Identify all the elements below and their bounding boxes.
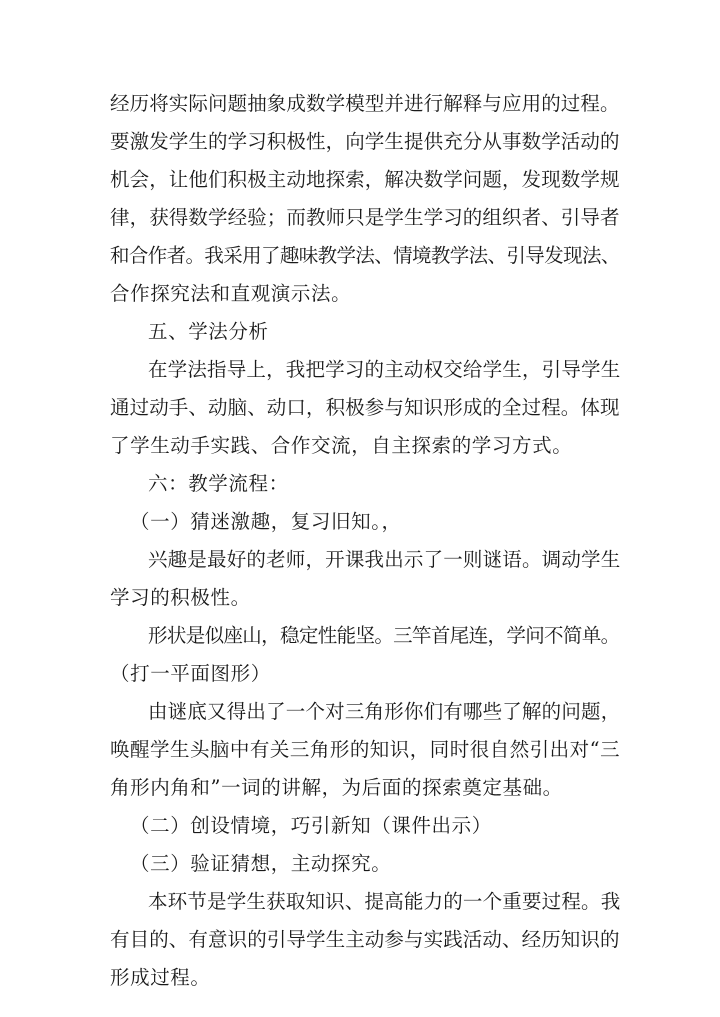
subsection-heading: （一）猜迷激趣，复习旧知。， bbox=[130, 510, 402, 533]
text-line: 形成过程。 bbox=[110, 966, 211, 989]
text-line: 了学生动手实践、合作交流，自主探索的学习方式。 bbox=[110, 434, 573, 457]
text-line: 唤醒学生头脑中有关三角形的知识，同时很自然引出对“三 bbox=[110, 738, 621, 761]
text-line: 在学法指导上，我把学习的主动权交给学生，引导学生 bbox=[148, 358, 621, 381]
text-line: 和合作者。我采用了趣味教学法、情境教学法、引导发现法、 bbox=[110, 244, 620, 267]
subsection-heading: （二）创设情境，巧引新知（课件出示） bbox=[130, 814, 492, 837]
text-line: 形状是似座山，稳定性能坚。三竿首尾连，学问不简单。 bbox=[148, 624, 620, 647]
text-line: 学习的积极性。 bbox=[110, 586, 251, 609]
text-line: 有目的、有意识的引导学生主动参与实践活动、经历知识的 bbox=[110, 928, 620, 951]
subsection-heading: （三）验证猜想，主动探究。 bbox=[130, 852, 392, 875]
text-line: 机会，让他们积极主动地探索，解决数学问题，发现数学规 bbox=[110, 168, 620, 191]
text-line: 本环节是学生获取知识、提高能力的一个重要过程。我 bbox=[148, 890, 621, 913]
text-line: 角形内角和”一词的讲解，为后面的探索奠定基础。 bbox=[110, 776, 563, 799]
text-line: 经历将实际问题抽象成数学模型并进行解释与应用的过程。 bbox=[110, 92, 620, 115]
text-line: 合作探究法和直观演示法。 bbox=[110, 282, 352, 305]
section-heading: 六：教学流程： bbox=[148, 472, 289, 495]
section-heading: 五、学法分析 bbox=[148, 320, 269, 343]
text-line: 由谜底又得出了一个对三角形你们有哪些了解的问题， bbox=[148, 700, 621, 723]
text-line: 通过动手、动脑、动口，积极参与知识形成的全过程。体现 bbox=[110, 396, 620, 419]
text-line: 律，获得数学经验；而教师只是学生学习的组织者、引导者 bbox=[110, 206, 620, 229]
text-line: （打一平面图形） bbox=[110, 662, 271, 685]
text-line: 兴趣是最好的老师，开课我出示了一则谜语。调动学生 bbox=[148, 548, 621, 571]
text-line: 要激发学生的学习积极性，向学生提供充分从事数学活动的 bbox=[110, 130, 620, 153]
